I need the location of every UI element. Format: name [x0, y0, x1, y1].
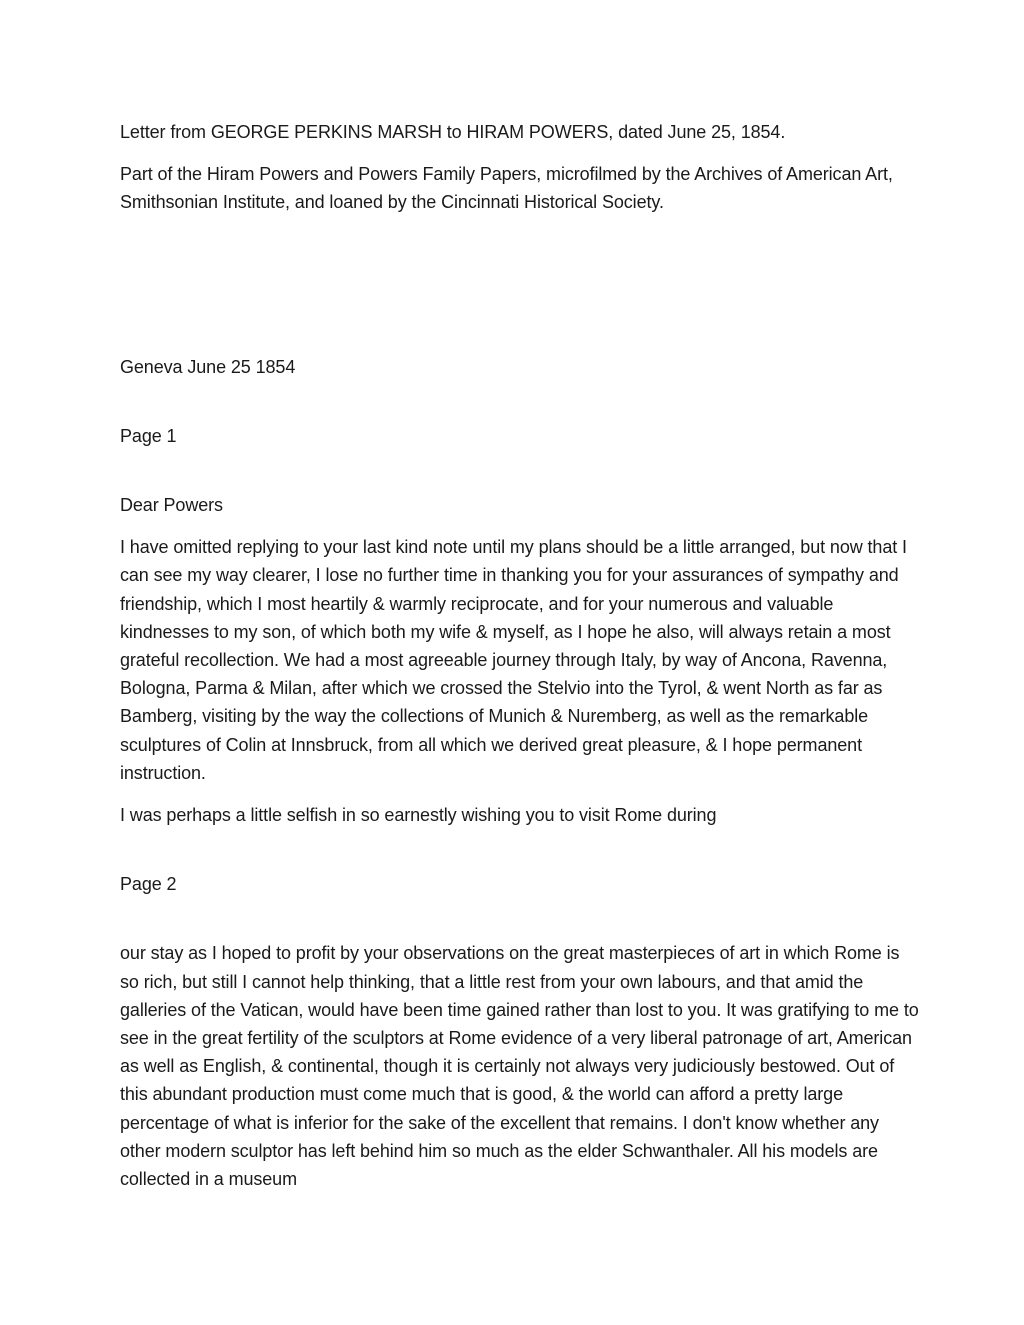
spacer: [120, 450, 920, 491]
spacer: [120, 217, 920, 353]
letter-salutation: Dear Powers: [120, 495, 223, 516]
source-note: Part of the Hiram Powers and Powers Family Papers, microfilmed by the Archives of American Art, Smithsonian Institute, and loaned by the Cincinnati Historical Society.: [120, 164, 893, 213]
spacer: [120, 829, 920, 870]
document-page: [120, 118, 920, 1193]
spacer: [120, 898, 920, 939]
spacer: [120, 381, 920, 422]
letter-paragraph-1: I have omitted replying to your last kind note until my plans should be a little arranged, but now that I can see my way clearer, I lose no further time in thanking you for your assurances of sympathy and friendship, which I most heartily & warmly reciprocate, and for your numerous and valuable kindnesses to my son, of which both my wife & myself, as I hope he also, will always retain a most grateful recollection. We had a most agreeable journey through Italy, by way of Ancona, Ravenna, Bologna, Parma & Milan, after which we crossed the Stelvio into the Tyrol, & went North as far as Bamberg, visiting by the way the collections of Munich & Nuremberg, as well as the remarkable sculptures of Colin at Innsbruck, from all which we derived great pleasure, & I hope permanent instruction.: [120, 537, 907, 783]
letter-paragraph-3: our stay as I hoped to profit by your observations on the great masterpieces of art in which Rome is so rich, but still I cannot help thinking, that a little rest from your own labours, and that amid the galleries of the Vatican, would have been time gained rather than lost to you. It was gratifying to me to see in the great fertility of the sculptors at Rome evidence of a very liberal patronage of art, American as well as English, & continental, though it is certainly not always very judiciously bestowed. Out of this abundant production must come much that is good, & the world can afford a pretty large percentage of what is inferior for the sake of the excellent that remains. I don't know whether any other modern sculptor has left behind him so much as the elder Schwanthaler. All his models are collected in a museum: [120, 943, 919, 1190]
letter-paragraph-2: I was perhaps a little selfish in so earnestly wishing you to visit Rome during: [120, 805, 717, 826]
page-1-label: Page 1: [120, 425, 177, 446]
spacer: [120, 519, 920, 533]
page-2-label: Page 2: [120, 874, 177, 895]
spacer: [120, 787, 920, 801]
document-title-line: Letter from GEORGE PERKINS MARSH to HIRAM POWERS, dated June 25, 1854.: [120, 122, 786, 142]
letter-dateline: Geneva June 25 1854: [120, 356, 296, 377]
